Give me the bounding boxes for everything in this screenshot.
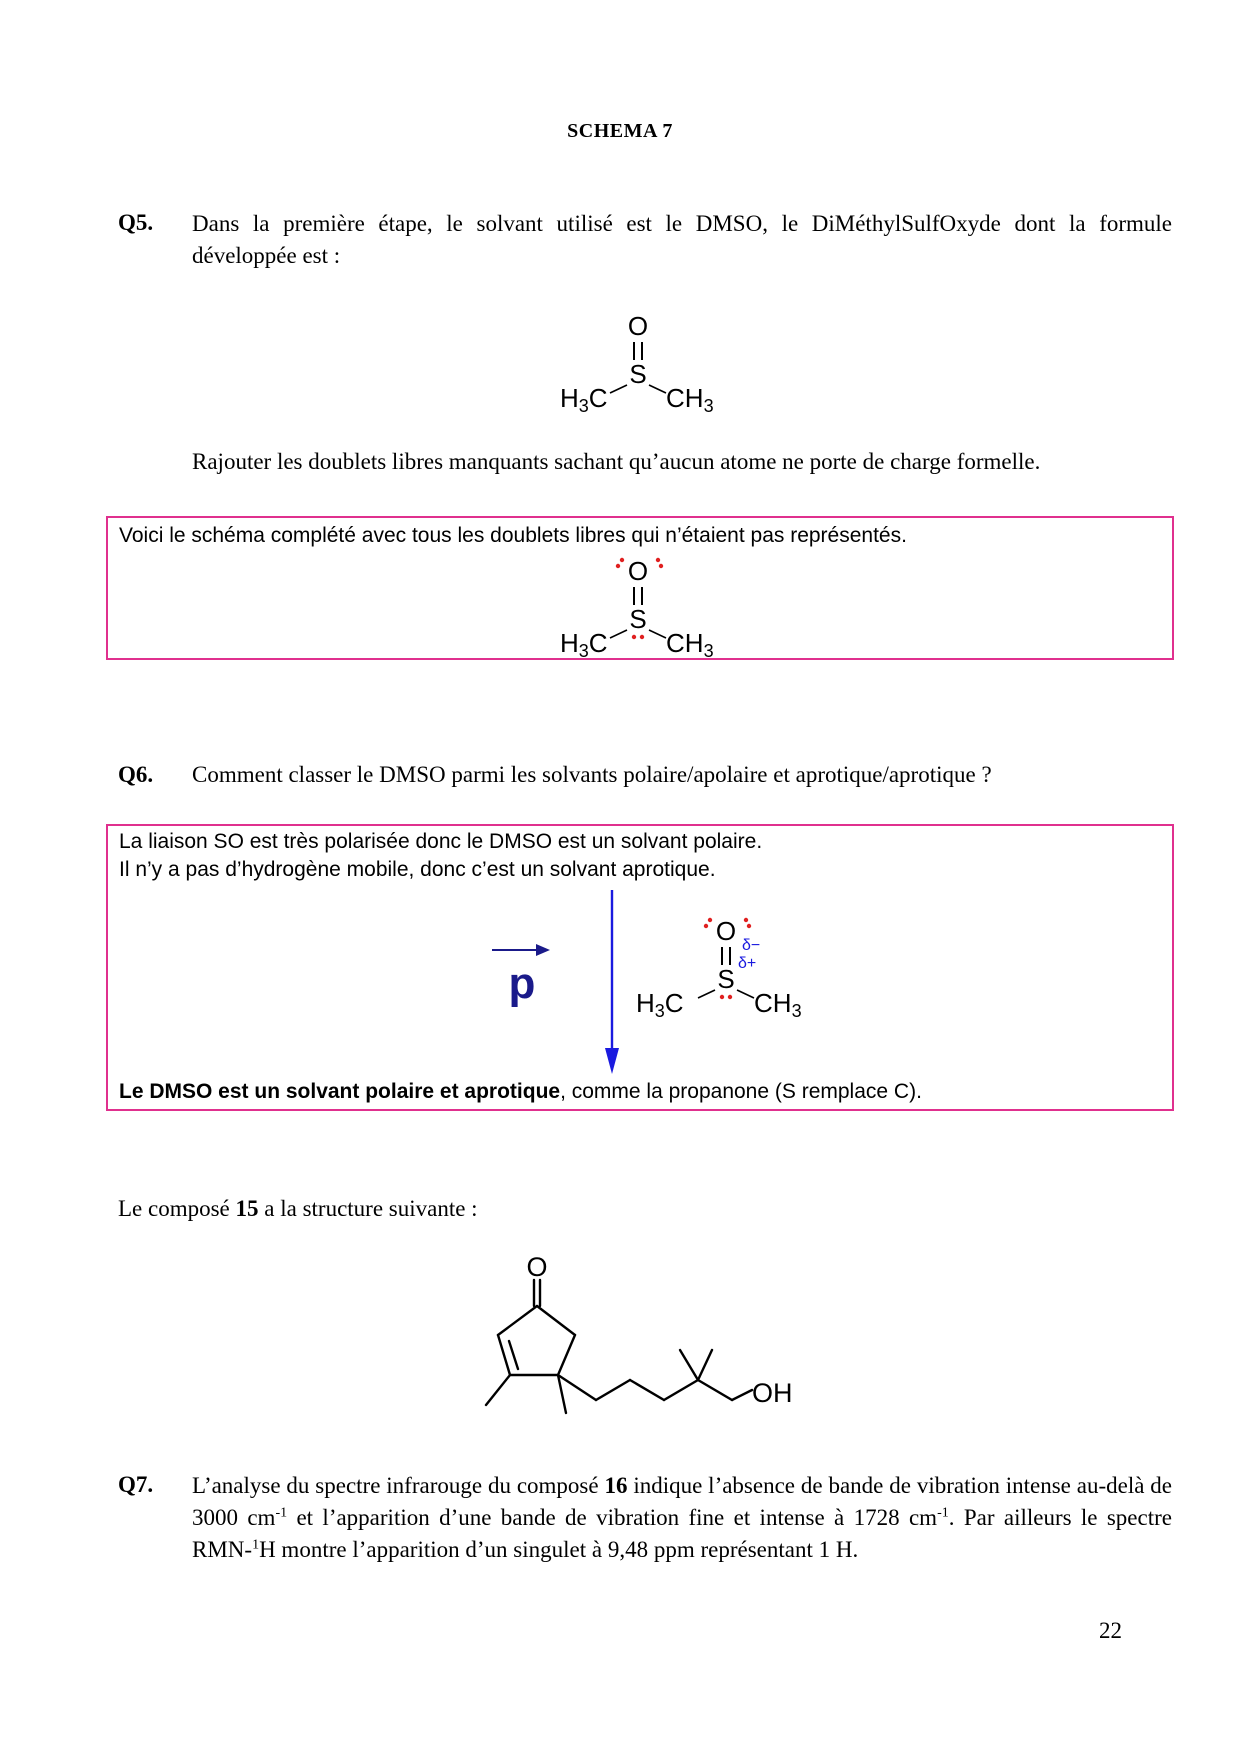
page-number: 22 [1099, 1618, 1122, 1643]
ring-double-bond-inner [509, 1341, 518, 1369]
q7-superscript: -1 [937, 1505, 949, 1521]
compound15-intro [118, 1196, 478, 1222]
chain-bond [698, 1380, 732, 1400]
delta-minus: δ− [742, 937, 761, 954]
dmso-bond-right [649, 385, 666, 393]
q6-answer-line2: Il n’y a pas d’hydrogène mobile, donc c’est un solvant aprotique. [119, 858, 716, 881]
s-lone-pair-dot [728, 995, 732, 999]
q7-compound-number: 16 [604, 1473, 628, 1498]
dmso-right-methyl: CH3 [754, 988, 802, 1020]
s-lone-pair-dot [640, 635, 644, 639]
q7-text-part: L’analyse du spectre infrarouge du composé [192, 1473, 605, 1498]
dmso-sulfur: S [717, 964, 735, 994]
ring-bond [537, 1306, 575, 1335]
dmso-bond-right [737, 990, 754, 998]
dmso-sulfur: S [629, 604, 647, 634]
dmso-left-methyl: H3C [636, 988, 684, 1020]
dipole-letter: p [508, 959, 536, 1008]
o-lone-pair-dot [656, 558, 660, 562]
o-lone-pair-dot [704, 924, 708, 928]
intro-text-b: a la structure suivante : [258, 1196, 478, 1221]
q5-label: Q5. [118, 210, 154, 235]
q5-text: Dans la première étape, le solvant utilisé est le DMSO, le DiMéthylSulfOxyde dont la formule développée est : [192, 211, 1172, 268]
dmso-oxygen: O [627, 311, 649, 341]
s-lone-pair-dot [720, 995, 724, 999]
gem-methyl-bond [680, 1350, 698, 1380]
q6-answer-line1: La liaison SO est très polarisée donc le DMSO est un solvant polaire. [119, 830, 763, 853]
dmso-bond-left [610, 630, 627, 638]
q6-conclusion-bold: Le DMSO est un solvant polaire et aprotique [119, 1080, 561, 1103]
chain-bond [558, 1375, 596, 1400]
dmso-oxygen: O [627, 556, 649, 586]
q6-conclusion-rest: , comme la propanone (S remplace C). [560, 1080, 922, 1103]
gem-methyl-bond [698, 1350, 712, 1380]
chain-bond [664, 1380, 698, 1400]
dipole-arrow [600, 890, 624, 1076]
ring-bond [558, 1335, 575, 1375]
q5-instruction: Rajouter les doublets libres manquants sachant qu’aucun atome ne porte de charge formelle. [192, 449, 1041, 474]
chain-bond [596, 1380, 630, 1400]
dmso-bond-left [610, 385, 627, 393]
vector-arrow-head [536, 944, 550, 956]
dmso-right-methyl: CH3 [666, 628, 714, 660]
compound15-structure [470, 1250, 830, 1430]
methyl-bond [486, 1375, 510, 1405]
delta-plus: δ+ [738, 955, 757, 972]
q6-text: Comment classer le DMSO parmi les solvants polaire/apolaire et aprotique/aprotique ? [192, 762, 992, 787]
dipole-vector-symbol [488, 940, 558, 1010]
schema-title: SCHEMA 7 [567, 120, 673, 142]
dmso-with-lone-pairs [540, 550, 740, 660]
compound15-hydroxyl: OH [752, 1378, 793, 1408]
q7-text-part: . Par ailleurs le spectre RMN- [192, 1505, 1172, 1562]
dmso-bond-right [649, 630, 666, 638]
q7-superscript: -1 [275, 1505, 288, 1521]
intro-text-a: Le composé [118, 1196, 236, 1221]
dmso-left-methyl: H3C [560, 383, 608, 415]
o-lone-pair-dot [659, 564, 663, 568]
dmso-partial-charges [628, 910, 828, 1020]
dmso-right-methyl: CH3 [666, 383, 714, 415]
o-lone-pair-dot [708, 918, 712, 922]
q7-text-part: et l’apparition d’une bande de vibration fine et intense à 1728 cm [287, 1505, 938, 1530]
q7-text-part: indique l’absence de bande de vibration intense au-delà de 3000 cm [192, 1473, 1172, 1530]
dipole-arrow-head [605, 1048, 619, 1074]
o-lone-pair-dot [616, 564, 620, 568]
chain-bond [732, 1390, 752, 1400]
q7-text [192, 1470, 1172, 1566]
dmso-structure [540, 305, 740, 415]
q7-text-part: H montre l’apparition d’un singulet à 9,48 ppm représentant 1 H. [259, 1537, 859, 1562]
chain-bond [630, 1380, 664, 1400]
dmso-oxygen: O [715, 916, 737, 946]
o-lone-pair-dot [620, 558, 624, 562]
compound15-oxygen: O [526, 1252, 548, 1282]
ring-bond [498, 1306, 537, 1335]
q5-answer-text: Voici le schéma complété avec tous les doublets libres qui n’étaient pas représentés. [119, 524, 907, 547]
o-lone-pair-dot [747, 924, 751, 928]
dmso-bond-left [698, 990, 715, 998]
q6-conclusion [119, 1080, 922, 1104]
s-lone-pair-dot [632, 635, 636, 639]
dmso-sulfur: S [629, 359, 647, 389]
q7-superscript: 1 [252, 1537, 260, 1553]
dmso-left-methyl: H3C [560, 628, 608, 660]
q7-label: Q7. [118, 1472, 154, 1497]
compound-number: 15 [235, 1196, 259, 1221]
o-lone-pair-dot [744, 918, 748, 922]
q6-label: Q6. [118, 762, 154, 787]
